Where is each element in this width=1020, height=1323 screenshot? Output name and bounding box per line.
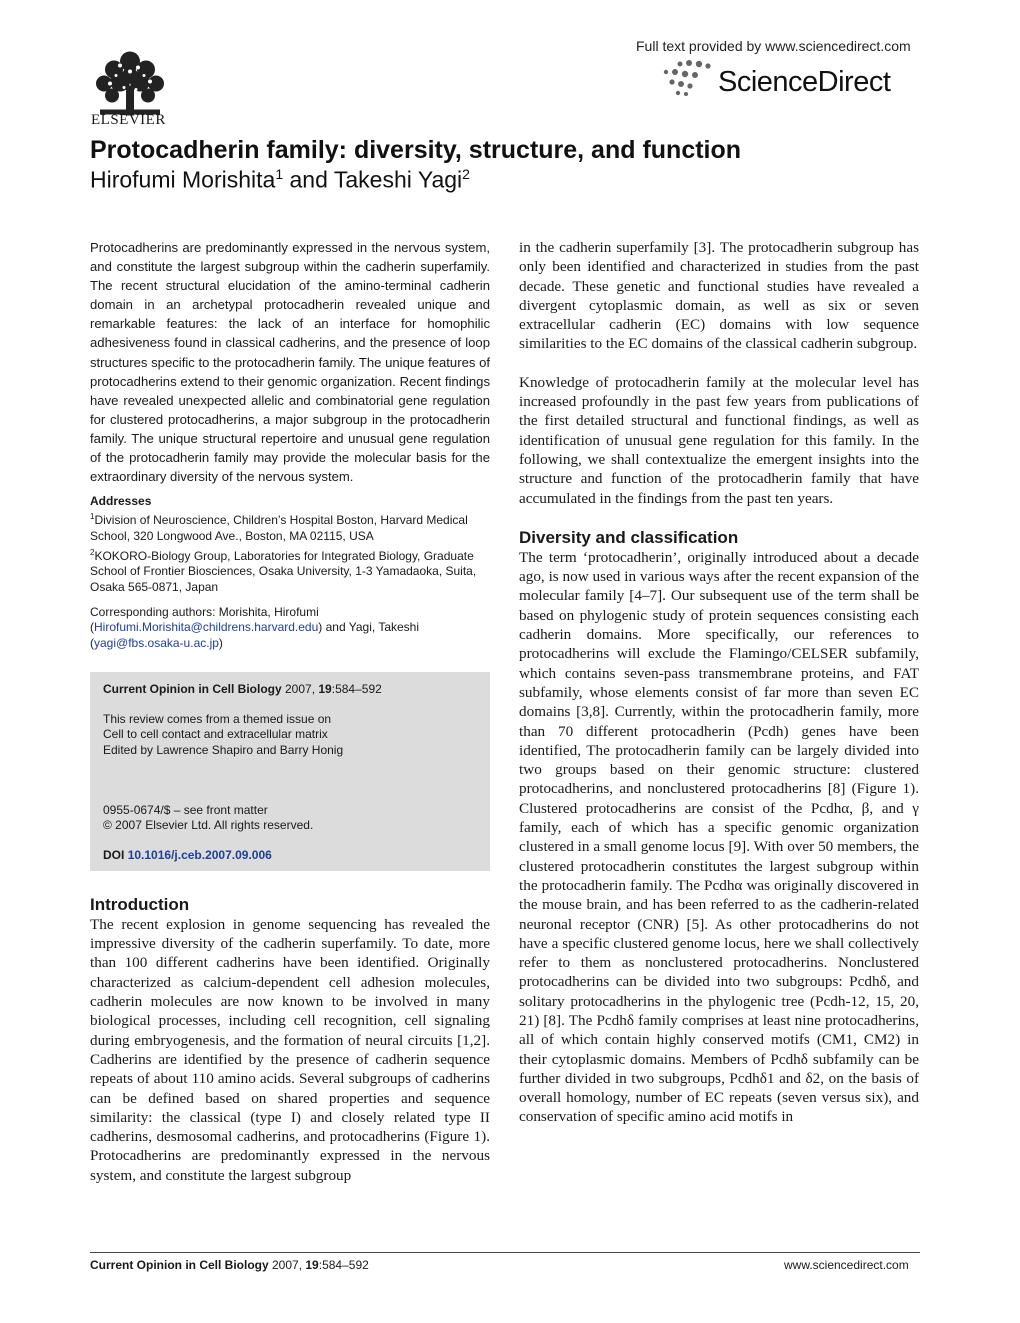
address-2-mark: 2 (90, 547, 95, 557)
abstract: Protocadherins are predominantly expressed in the nervous system, and constitute the largest subgroup within the cadherin superfamily. The recent structural elucidation of the amino-terminal cadherin domain in an archetypal protocadherin revealed unique and remarkable features: the lack of an interface for homophilic adhesiveness found in classical cadherins, and the presence of loop structures specific to the protocadherin family. The unique features of protocadherins extend to their genomic organization. Recent findings have revealed unexpected allelic and combinatorial gene regulation for clustered protocadherins, a major subgroup in the protocadherin family. The unique structural repertoire and unusual gene regulation of the protocadherin family may provide the molecular basis for the extraordinary diversity of the nervous system. (90, 240, 490, 485)
article-info-box (90, 672, 490, 871)
right-column (519, 238, 919, 1127)
footer-url[interactable]: www.sciencedirect.com (784, 1258, 909, 1272)
theme-line-2: Cell to cell contact and extracellular matrix (103, 727, 328, 742)
article-title: Protocadherin family: diversity, structure, and function (90, 136, 742, 164)
copyright-line: © 2007 Elsevier Ltd. All rights reserved. (103, 818, 314, 833)
footer-divider (90, 1252, 920, 1253)
sciencedirect-dots-icon (658, 58, 718, 98)
fulltext-provider-line: Full text provided by www.sciencedirect.com (636, 38, 911, 54)
journal-pages: :584–592 (331, 681, 382, 696)
author-1-affil: 1 (275, 166, 284, 182)
addresses-heading: Addresses (90, 494, 152, 509)
doi-link[interactable]: 10.1016/j.ceb.2007.09.006 (127, 848, 272, 863)
corresponding-prefix: Corresponding authors: Morishita, Hirofumi (90, 604, 319, 619)
publisher-name: ELSEVIER (91, 112, 166, 128)
introduction-heading: Introduction (90, 894, 190, 914)
footer-pages: :584–592 (318, 1258, 369, 1272)
footer-citation (90, 1258, 369, 1272)
author-1: Hirofumi Morishita (90, 166, 276, 193)
right-paragraph-1: in the cadherin superfamily [3]. The protocadherin subgroup has only been identified and characterized in studies from the past decade. These genetic and functional studies have revealed a divergent cytoplasmic domain, as well as six or seven extracellular cadherin (EC) domains with low sequence similarities to the EC domains of the classical cadherin subgroup. (519, 239, 919, 353)
author-2: Takeshi Yagi (333, 166, 463, 193)
doi-label: DOI (103, 848, 125, 863)
doi-line (103, 848, 477, 864)
issn-line: 0955-0674/$ – see front matter (103, 802, 268, 817)
diversity-paragraph: The term ‘protocadherin’, originally introduced about a decade ago, is now used in various ways after the recent expansion of the molecular family [4–7]. Our subsequent use of the term shall be based on phylogenic study of protein sequences consisting each cadherin domains. More specifically, our references to protocadherins will exclude the Flamingo/CELSER subfamily, which contains seven-pass transmembrane proteins, and FAT subfamily, whose elements consist of far more than seven EC domains [3,8]. Currently, within the protocadherin family, more than 70 different protocadherin (Pcdh) genes have been identified, The protocadherin family can be largely divided into two groups based on their genomic structure: clustered protocadherins, and nonclustered protocadherins [8] (Figure 1). Clustered protocadherins are consist of the Pcdhα, β, and γ family, each of which has a specific genomic organization clustered in a small genome locus [9]. With over 50 members, the clustered protocadherin constitutes the largest subgroup within the protocadherin family. The Pcdhα was originally discovered in the mouse brain, and has been referred to as the cadherin-related neuronal receptor (CNR) [5]. As other protocadherins do not have a specific clustered genome locus, here we shall collectively refer to them as nonclustered protocadherins. Nonclustered protocadherins can be divided into two subgroups: Pcdhδ, and solitary protocadherins in the phylogenic tree (Pcdh-12, 15, 20, 21) [8]. The Pcdhδ family comprises at least nine protocadherins, all of which contain highly conserved motifs (CM1, CM2) in their cytoplasmic domains. Members of Pcdhδ subfamily can be further divided in two subgroups, Pcdhδ1 and δ2, on the basis of overall homology, number of EC repeats (seven versus six), and conservation of specific amino acid motifs in (519, 548, 919, 1126)
corresponding-authors: Corresponding authors: Morishita, Hirofumi (Hirofumi.Morishita@childrens.harvard.edu) and Yagi, Takeshi (yagi@fbs.osaka-u.ac.jp) (90, 604, 420, 651)
introduction-paragraph: The recent explosion in genome sequencing has revealed the impressive diversity of the cadherin superfamily. To date, more than 100 different cadherins have been identified. Originally characterized as calcium-dependent cell adhesion molecules, cadherin molecules are now known to be involved in many biological processes, including cell recognition, cell signaling during embryogenesis, and the formation of neural circuits [1,2]. Cadherins are identified by the presence of cadherin sequence repeats of about 110 amino acids. Several subgroups of cadherins can be defined based on shared properties and sequence similarity: the classical (type I) and closely related type II cadherins, desmosomal cadherins, and protocadherins (Figure 1). Protocadherins are predominantly expressed in the nervous system, and constitute the largest subgroup (90, 915, 490, 1184)
address-1 (90, 509, 490, 544)
diversity-heading: Diversity and classification (519, 527, 739, 547)
address-1-text: Division of Neuroscience, Children’s Hospital Boston, Harvard Medical School, 320 Longwood Ave., Boston, MA 02115, USA (90, 513, 468, 543)
footer-journal: Current Opinion in Cell Biology (90, 1258, 269, 1272)
journal-citation (103, 682, 477, 698)
journal-name: Current Opinion in Cell Biology (103, 681, 282, 696)
corresponding-mid: ) and Yagi, Takeshi (318, 620, 420, 635)
email-link-morishita[interactable]: Hirofumi.Morishita@childrens.harvard.edu (94, 620, 319, 635)
author-line (90, 166, 470, 194)
footer-volume: 19 (305, 1258, 319, 1272)
sciencedirect-wordmark: ScienceDirect (718, 66, 891, 98)
editors-line: Edited by Lawrence Shapiro and Barry Honig (103, 742, 344, 757)
address-1-mark: 1 (90, 512, 95, 522)
footer-year: 2007, (268, 1258, 306, 1272)
right-paragraph-2: Knowledge of protocadherin family at the molecular level has increased profoundly in the past few years from publications of the first detailed structural and functional findings, as well as identification of unusual gene regulation for this family. In the following, we shall contextualize the emergent insights into the structure and function of the protocadherin family that have accumulated in the findings from the past ten years. (519, 373, 919, 507)
author-conjunction: and (283, 166, 334, 193)
theme-line-1: This review comes from a themed issue on (103, 711, 332, 726)
email-link-yagi[interactable]: yagi@fbs.osaka-u.ac.jp (94, 636, 219, 651)
address-2 (90, 545, 490, 596)
address-2-text: KOKORO-Biology Group, Laboratories for Integrated Biology, Graduate School of Frontier Biosciences, Osaka University, 1-3 Yamadaoka, Suita, Osaka 565-0871, Japan (90, 548, 477, 595)
journal-year: 2007, (281, 681, 319, 696)
journal-volume: 19 (318, 681, 332, 696)
left-column (90, 238, 490, 1185)
author-2-affil: 2 (462, 166, 470, 182)
